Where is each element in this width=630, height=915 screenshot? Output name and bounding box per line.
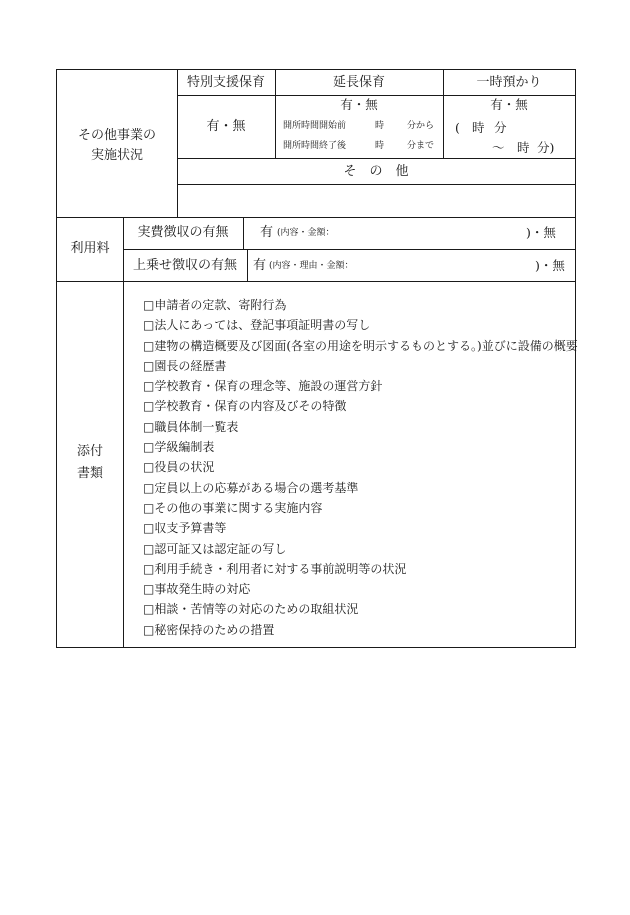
row-divider [177, 158, 575, 159]
temporary-min-2: 分) [537, 140, 555, 155]
row-divider [177, 95, 575, 96]
extended-care-value: 有・無 [340, 97, 378, 112]
temporary-tilde: ～ [492, 140, 505, 155]
extended-after-label: 開所時間終了後 [283, 141, 347, 151]
extended-before-label: 開所時間開始前 [283, 121, 347, 131]
row-divider [177, 184, 575, 185]
checklist-item[interactable]: □その他の事業に関する実施内容 [143, 500, 323, 515]
checklist-item[interactable]: □申請者の定款、寄附行為 [143, 298, 287, 312]
checklist-item[interactable]: □相談・苦情等の対応のための取組状況 [143, 602, 359, 617]
col-divider [247, 249, 248, 281]
col-header-temporary-care: 一時預かり [476, 75, 542, 90]
col-header-special-support: 特別支援保育 [186, 75, 266, 90]
col-header-extended-care: 延長保育 [332, 75, 386, 90]
section-divider [57, 217, 575, 218]
checklist-item[interactable]: □法人にあっては、登記事項証明書の写し [143, 318, 371, 333]
extended-after-hour: 時 [375, 141, 385, 151]
other-projects-label: その他事業の [77, 128, 157, 143]
checklist-item[interactable]: □職員体制一覧表 [143, 419, 239, 434]
checklist-item[interactable]: □学級編制表 [143, 440, 215, 455]
row-divider [123, 249, 575, 250]
actual-cost-end: )・無 [526, 225, 556, 240]
checklist-item[interactable]: □事故発生時の対応 [143, 582, 251, 597]
fees-label: 利用料 [70, 241, 110, 256]
checklist-item[interactable]: □利用手続き・利用者に対する事前説明等の状況 [143, 561, 407, 576]
actual-cost-yes: 有 [260, 225, 274, 240]
attachments-label-2: 書類 [76, 466, 104, 481]
col-divider [243, 217, 244, 249]
temporary-hour-1: 時 [472, 120, 485, 135]
checklist-item[interactable]: □収支予算書等 [143, 521, 227, 536]
col-divider [177, 70, 178, 217]
extra-fee-end: )・無 [535, 258, 565, 273]
temporary-min-1: 分 [494, 120, 507, 135]
special-support-value: 有・無 [206, 119, 246, 134]
extra-fee-label: 上乗せ徴収の有無 [132, 258, 238, 273]
temporary-hour-2: 時 [517, 140, 530, 155]
extra-fee-yes: 有 [253, 258, 267, 273]
col-divider [123, 217, 124, 647]
checklist-item[interactable]: □園長の経歴書 [143, 358, 227, 373]
application-form-table [56, 69, 576, 648]
other-projects-label-2: 実施状況 [90, 148, 144, 163]
extended-after-min: 分まで [407, 141, 435, 151]
extended-before-min: 分から [407, 121, 435, 131]
temporary-care-value: 有・無 [490, 97, 528, 112]
attachment-checklist [143, 295, 578, 640]
attachments-label: 添付 [76, 444, 104, 459]
col-divider [443, 70, 444, 158]
other-header: そ の 他 [343, 164, 409, 179]
checklist-item[interactable]: □建物の構造概要及び図面(各室の用途を明示するものとする。)並びに設備の概要 [143, 338, 578, 353]
checklist-item[interactable]: □役員の状況 [143, 460, 215, 475]
checklist-item[interactable]: □学校教育・保育の内容及びその特徴 [143, 399, 347, 414]
checklist-item[interactable]: □定員以上の応募がある場合の選考基準 [143, 480, 359, 495]
extra-fee-detail: (内容・理由・金額： [269, 261, 354, 271]
col-divider [275, 70, 276, 158]
temporary-paren-open: ( [455, 120, 460, 135]
extended-before-hour: 時 [375, 121, 385, 131]
checklist-item[interactable]: □認可証又は認定証の写し [143, 541, 287, 556]
checklist-item[interactable]: □秘密保持のための措置 [143, 622, 275, 637]
actual-cost-detail: (内容・金額： [277, 228, 335, 238]
section-divider [57, 281, 575, 282]
checklist-item[interactable]: □学校教育・保育の理念等、施設の運営方針 [143, 379, 383, 394]
actual-cost-label: 実費徴収の有無 [137, 225, 229, 240]
